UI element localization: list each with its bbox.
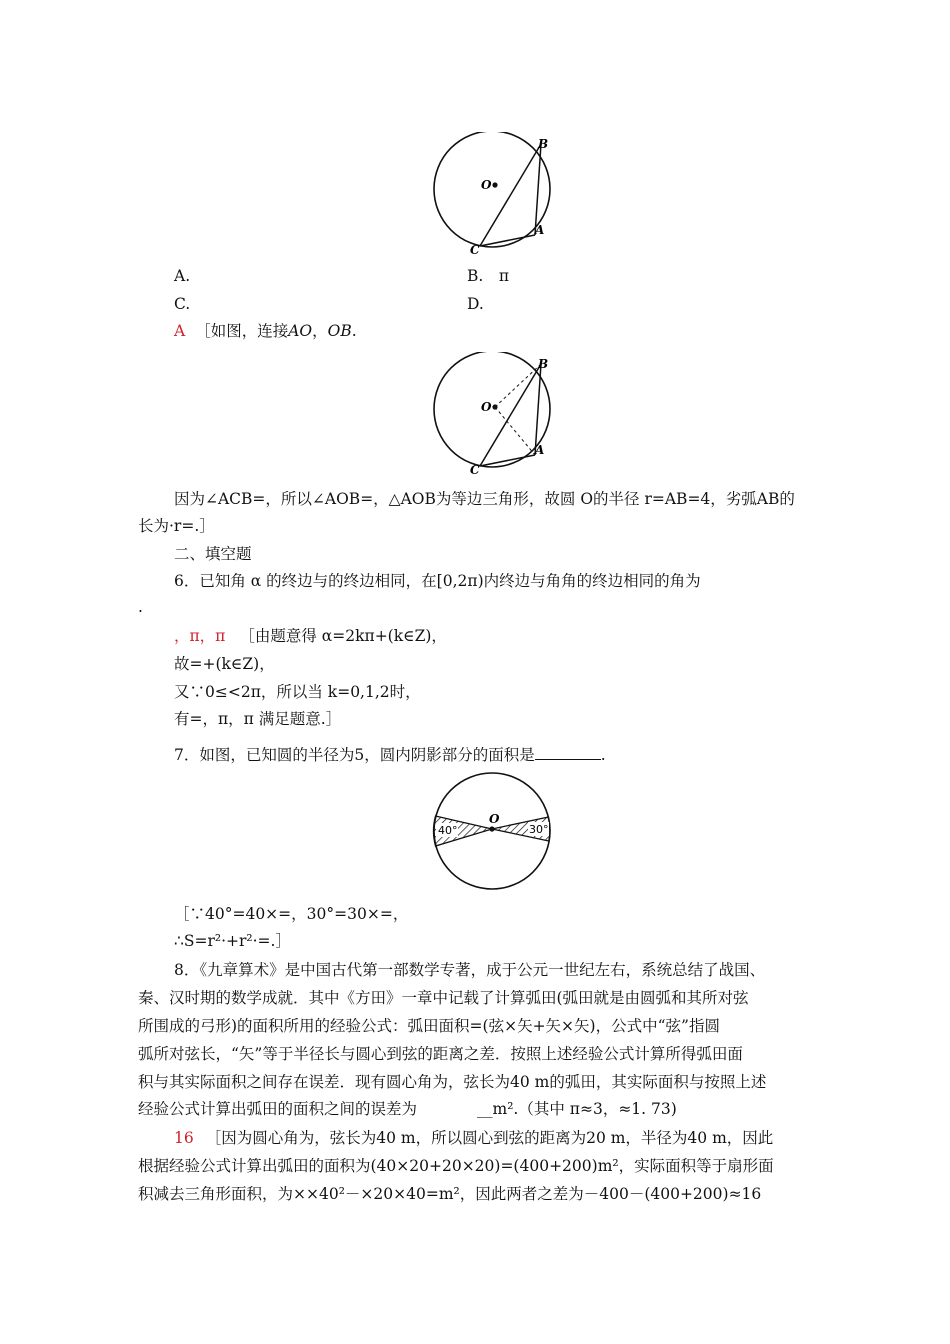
- q5-answer-line: [174, 321, 357, 341]
- q5-ob: OB: [327, 322, 352, 340]
- q6-line2: .: [138, 598, 143, 616]
- label-b: B: [538, 137, 549, 151]
- figure-circle-abc: [425, 132, 565, 257]
- q8-answer-num: 16: [174, 1129, 194, 1147]
- q7-answer-line1: ［∵40°=40×=，30°=30×=，: [174, 905, 409, 923]
- label-a: A: [535, 223, 545, 237]
- angle-40-label: 40°: [438, 824, 458, 837]
- q6-line4: 故=+(k∈Z)，: [174, 655, 275, 673]
- q5-answer-text: ［如图，连接: [195, 322, 289, 340]
- figure-circle-abc-dashed: [425, 352, 565, 477]
- label-c: C: [470, 463, 480, 477]
- label-c: C: [470, 243, 480, 257]
- q6-answer-rest: ［由题意得 α=2kπ+(k∈Z)，: [239, 627, 447, 645]
- q6-line6: 有=，π，π 满足题意.］: [174, 710, 342, 728]
- label-b: B: [538, 357, 549, 371]
- q8-line4: 弧所对弦长，“矢”等于半径长与圆心到弦的距离之差．按照上述经验公式计算所得弧田面: [138, 1045, 743, 1063]
- q8-answer-line3: 积减去三角形面积，为××40²－×20×40=m²，因此两者之差为－400－(400+200)≈16: [138, 1185, 762, 1203]
- q7-text: 7．如图，已知圆的半径为5，圆内阴影部分的面积是: [174, 746, 535, 764]
- q5-sep: ，: [312, 322, 328, 340]
- choice-c: C.: [174, 295, 191, 313]
- q5-end: .: [351, 322, 357, 340]
- q6-line1: 6．已知角 α 的终边与的终边相同，在[0,2π)内终边与角角的终边相同的角为: [174, 572, 701, 590]
- label-o: O: [481, 178, 492, 192]
- choice-a: A.: [174, 267, 191, 285]
- section-title: 二、填空题: [174, 545, 252, 563]
- q8-line3: 所围成的弓形)的面积所用的经验公式：弧田面积=(弦×矢+矢×矢)，公式中“弦”指圆: [138, 1017, 720, 1035]
- angle-30-label: 30°: [529, 823, 549, 836]
- q8-line6: [138, 1099, 677, 1119]
- figure-shaded-sectors: [430, 771, 554, 893]
- q6-line5: 又∵0≤<2π，所以当 k=0,1,2时，: [174, 683, 421, 701]
- q7-answer-line2: ∴S=r²·+r²·=.］: [174, 932, 291, 950]
- q6-answer-red: ，π，π: [174, 627, 226, 645]
- q5-explain-line1: 因为∠ACB=，所以∠AOB=，△AOB为等边三角形，故圆 O的半径 r=AB=4，劣弧AB的: [174, 490, 795, 508]
- q5-explain-line2: 长为·r=.］: [138, 517, 215, 535]
- q8-answer-line1: [174, 1128, 773, 1148]
- label-o: O: [481, 400, 492, 414]
- q8-answer-text: ［因为圆心角为，弦长为40 m，所以圆心到弦的距离为20 m，半径为40 m，因此: [205, 1129, 774, 1147]
- q8-line1: 8．《九章算术》是中国古代第一部数学专著，成于公元一世纪左右，系统总结了战国、: [174, 961, 766, 979]
- q5-ao: AO: [288, 322, 313, 340]
- q8-line2: 秦、汉时期的数学成就．其中《方田》一章中记载了计算弧田(弧田就是由圆弧和其所对弦: [138, 989, 749, 1007]
- choice-b: B. π: [467, 267, 510, 285]
- q7-end: .: [600, 746, 606, 764]
- q5-answer-letter: A: [174, 322, 186, 340]
- q8-line6b: __m².（其中 π≈3，≈1. 73): [477, 1100, 677, 1118]
- q8-answer-line2: 根据经验公式计算出弧田的面积为(40×20+20×20)=(400+200)m²，实际面积等于扇形面: [138, 1157, 774, 1175]
- q7-question: [174, 745, 606, 765]
- q8-line5: 积与其实际面积之间存在误差．现有圆心角为，弦长为40 m的弧田，其实际面积与按照上述: [138, 1073, 767, 1091]
- q8-line6a: 经验公式计算出弧田的面积之间的误差为: [138, 1100, 418, 1118]
- q7-blank: [535, 745, 601, 760]
- choice-d: D.: [467, 295, 484, 313]
- label-o: O: [489, 812, 500, 826]
- q6-answer-line: [174, 626, 447, 646]
- label-a: A: [535, 443, 545, 457]
